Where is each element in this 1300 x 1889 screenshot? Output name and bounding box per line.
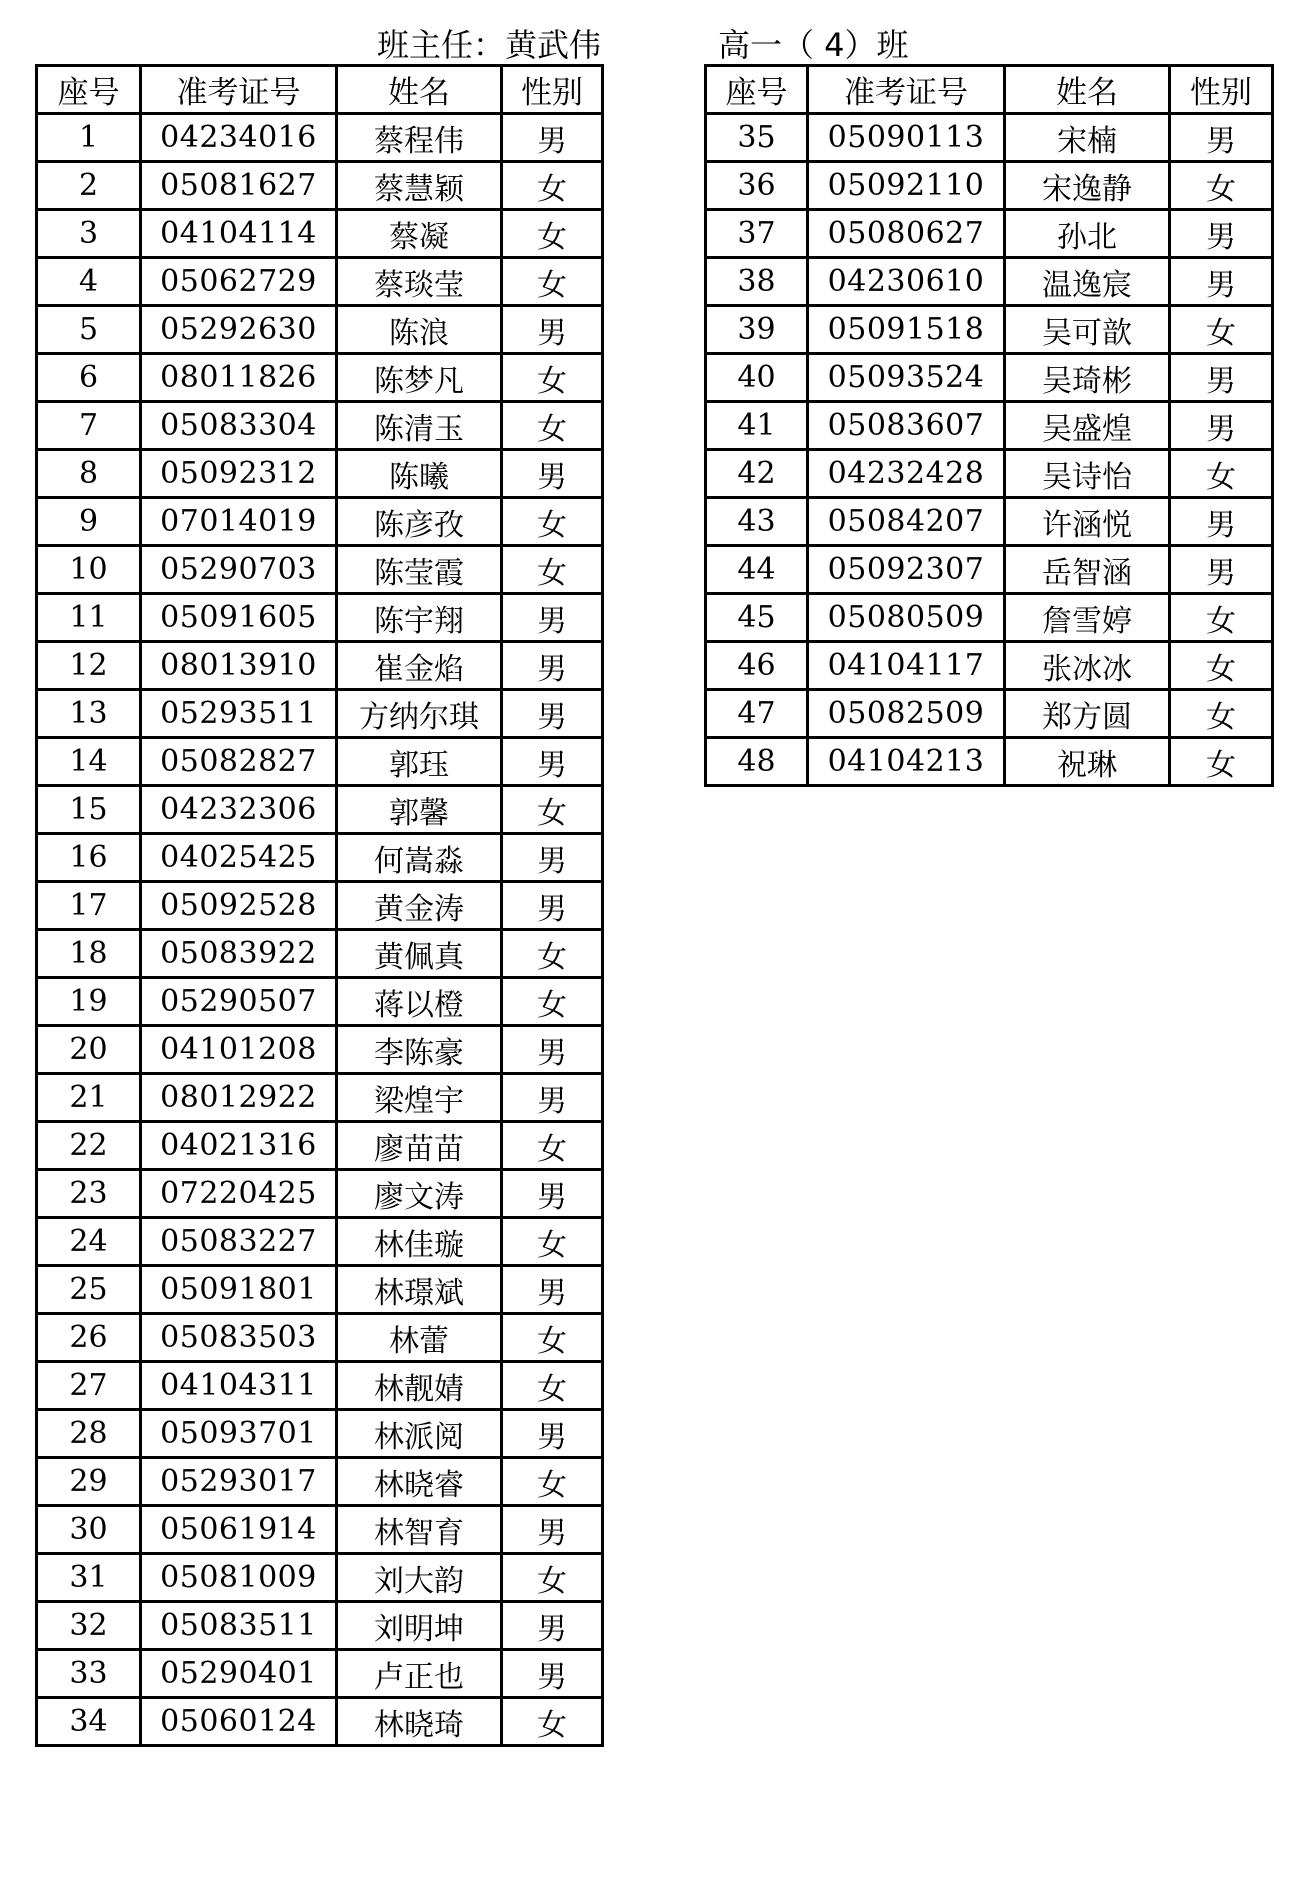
table-row <box>37 1074 603 1122</box>
seat-number-cell: 44 <box>706 546 808 594</box>
student-name-cell: 宋楠 <box>1005 114 1170 162</box>
table-row <box>706 306 1273 354</box>
exam-id-cell: 05083922 <box>141 930 337 978</box>
student-name-cell: 祝琳 <box>1005 738 1170 786</box>
student-name-cell: 梁煌宇 <box>337 1074 502 1122</box>
gender-cell: 男 <box>502 1410 603 1458</box>
student-name-cell: 张冰冰 <box>1005 642 1170 690</box>
gender-cell: 女 <box>502 498 603 546</box>
student-name-cell: 陈梦凡 <box>337 354 502 402</box>
student-name-cell: 吴可歆 <box>1005 306 1170 354</box>
table-row <box>37 498 603 546</box>
seat-number-cell: 16 <box>37 834 141 882</box>
gender-cell: 男 <box>502 882 603 930</box>
exam-id-cell: 04104311 <box>141 1362 337 1410</box>
student-name-cell: 陈莹霞 <box>337 546 502 594</box>
table-row <box>37 258 603 306</box>
student-name-cell: 林智育 <box>337 1506 502 1554</box>
gender-cell: 女 <box>502 1554 603 1602</box>
exam-id-cell: 05082827 <box>141 738 337 786</box>
seat-number-cell: 25 <box>37 1266 141 1314</box>
gender-cell: 女 <box>1170 738 1273 786</box>
student-name-cell: 陈曦 <box>337 450 502 498</box>
exam-id-cell: 05084207 <box>808 498 1005 546</box>
student-name-cell: 林派阅 <box>337 1410 502 1458</box>
gender-cell: 男 <box>502 690 603 738</box>
table-row <box>37 1026 603 1074</box>
column-header-seat: 座号 <box>706 66 808 114</box>
gender-cell: 女 <box>1170 162 1273 210</box>
student-name-cell: 孙北 <box>1005 210 1170 258</box>
table-row <box>706 594 1273 642</box>
gender-cell: 男 <box>1170 546 1273 594</box>
gender-cell: 女 <box>502 210 603 258</box>
gender-cell: 女 <box>1170 690 1273 738</box>
table-row <box>706 642 1273 690</box>
seat-number-cell: 46 <box>706 642 808 690</box>
gender-cell: 男 <box>502 834 603 882</box>
seat-number-cell: 19 <box>37 978 141 1026</box>
exam-id-cell: 05293017 <box>141 1458 337 1506</box>
roster-body-left <box>37 114 603 1746</box>
table-row <box>706 498 1273 546</box>
table-row <box>706 354 1273 402</box>
gender-cell: 女 <box>502 1698 603 1746</box>
student-name-cell: 郭珏 <box>337 738 502 786</box>
seat-number-cell: 18 <box>37 930 141 978</box>
seat-number-cell: 26 <box>37 1314 141 1362</box>
exam-id-cell: 05083227 <box>141 1218 337 1266</box>
exam-id-cell: 05093524 <box>808 354 1005 402</box>
gender-cell: 男 <box>502 1170 603 1218</box>
exam-id-cell: 08011826 <box>141 354 337 402</box>
exam-id-cell: 05092110 <box>808 162 1005 210</box>
exam-id-cell: 05081627 <box>141 162 337 210</box>
exam-id-cell: 05083511 <box>141 1602 337 1650</box>
table-row <box>37 114 603 162</box>
table-row <box>706 402 1273 450</box>
student-name-cell: 陈清玉 <box>337 402 502 450</box>
seat-number-cell: 27 <box>37 1362 141 1410</box>
exam-id-cell: 04104114 <box>141 210 337 258</box>
table-header-row <box>37 66 603 114</box>
seat-number-cell: 8 <box>37 450 141 498</box>
student-name-cell: 李陈豪 <box>337 1026 502 1074</box>
seat-number-cell: 29 <box>37 1458 141 1506</box>
seat-number-cell: 5 <box>37 306 141 354</box>
exam-id-cell: 04234016 <box>141 114 337 162</box>
exam-id-cell: 04025425 <box>141 834 337 882</box>
exam-id-cell: 08013910 <box>141 642 337 690</box>
seat-number-cell: 11 <box>37 594 141 642</box>
table-row <box>37 210 603 258</box>
gender-cell: 女 <box>502 786 603 834</box>
exam-id-cell: 05292630 <box>141 306 337 354</box>
gender-cell: 女 <box>502 1362 603 1410</box>
gender-cell: 女 <box>502 162 603 210</box>
seat-number-cell: 1 <box>37 114 141 162</box>
table-header-row <box>706 66 1273 114</box>
gender-cell: 女 <box>502 258 603 306</box>
student-name-cell: 林靓婧 <box>337 1362 502 1410</box>
student-name-cell: 许涵悦 <box>1005 498 1170 546</box>
table-row <box>37 162 603 210</box>
student-name-cell: 林佳璇 <box>337 1218 502 1266</box>
table-row <box>37 1170 603 1218</box>
table-row <box>37 834 603 882</box>
gender-cell: 女 <box>1170 450 1273 498</box>
student-name-cell: 宋逸静 <box>1005 162 1170 210</box>
table-row <box>37 450 603 498</box>
exam-id-cell: 05083304 <box>141 402 337 450</box>
seat-number-cell: 7 <box>37 402 141 450</box>
column-header-gender: 性别 <box>502 66 603 114</box>
student-name-cell: 陈彦孜 <box>337 498 502 546</box>
gender-cell: 女 <box>502 1218 603 1266</box>
exam-id-cell: 05290507 <box>141 978 337 1026</box>
student-name-cell: 林璟斌 <box>337 1266 502 1314</box>
seat-number-cell: 48 <box>706 738 808 786</box>
seat-number-cell: 38 <box>706 258 808 306</box>
seat-number-cell: 32 <box>37 1602 141 1650</box>
gender-cell: 男 <box>502 306 603 354</box>
table-row <box>706 258 1273 306</box>
table-row <box>37 1458 603 1506</box>
seat-number-cell: 37 <box>706 210 808 258</box>
seat-number-cell: 43 <box>706 498 808 546</box>
table-row <box>37 306 603 354</box>
gender-cell: 女 <box>502 1314 603 1362</box>
table-row <box>37 402 603 450</box>
gender-cell: 男 <box>502 1266 603 1314</box>
table-row <box>37 786 603 834</box>
seat-number-cell: 2 <box>37 162 141 210</box>
gender-cell: 男 <box>502 1026 603 1074</box>
table-row <box>706 210 1273 258</box>
seat-number-cell: 12 <box>37 642 141 690</box>
seat-number-cell: 28 <box>37 1410 141 1458</box>
student-name-cell: 郑方圆 <box>1005 690 1170 738</box>
student-name-cell: 岳智涵 <box>1005 546 1170 594</box>
exam-id-cell: 04021316 <box>141 1122 337 1170</box>
seat-number-cell: 24 <box>37 1218 141 1266</box>
exam-id-cell: 04232306 <box>141 786 337 834</box>
seat-number-cell: 47 <box>706 690 808 738</box>
gender-cell: 女 <box>502 978 603 1026</box>
student-name-cell: 卢正也 <box>337 1650 502 1698</box>
exam-id-cell: 05290401 <box>141 1650 337 1698</box>
seat-number-cell: 13 <box>37 690 141 738</box>
table-row <box>706 690 1273 738</box>
exam-id-cell: 04104117 <box>808 642 1005 690</box>
gender-cell: 女 <box>502 930 603 978</box>
exam-id-cell: 07220425 <box>141 1170 337 1218</box>
exam-id-cell: 05082509 <box>808 690 1005 738</box>
seat-number-cell: 30 <box>37 1506 141 1554</box>
table-row <box>706 450 1273 498</box>
student-name-cell: 蔡凝 <box>337 210 502 258</box>
student-name-cell: 方纳尔琪 <box>337 690 502 738</box>
gender-cell: 男 <box>1170 402 1273 450</box>
gender-cell: 女 <box>502 1458 603 1506</box>
exam-id-cell: 04104213 <box>808 738 1005 786</box>
exam-id-cell: 05092528 <box>141 882 337 930</box>
exam-id-cell: 05092307 <box>808 546 1005 594</box>
exam-id-cell: 05080509 <box>808 594 1005 642</box>
gender-cell: 女 <box>1170 642 1273 690</box>
gender-cell: 男 <box>1170 498 1273 546</box>
gender-cell: 男 <box>502 450 603 498</box>
seat-number-cell: 33 <box>37 1650 141 1698</box>
seat-number-cell: 42 <box>706 450 808 498</box>
student-name-cell: 林蕾 <box>337 1314 502 1362</box>
table-row <box>706 114 1273 162</box>
table-row <box>37 1554 603 1602</box>
student-name-cell: 吴诗怡 <box>1005 450 1170 498</box>
gender-cell: 男 <box>502 1506 603 1554</box>
seat-number-cell: 6 <box>37 354 141 402</box>
seat-number-cell: 40 <box>706 354 808 402</box>
exam-id-cell: 05093701 <box>141 1410 337 1458</box>
gender-cell: 男 <box>502 1602 603 1650</box>
exam-id-cell: 05060124 <box>141 1698 337 1746</box>
student-name-cell: 崔金焰 <box>337 642 502 690</box>
roster-table-left <box>35 64 604 1747</box>
exam-id-cell: 05083503 <box>141 1314 337 1362</box>
exam-id-cell: 04101208 <box>141 1026 337 1074</box>
student-name-cell: 廖文涛 <box>337 1170 502 1218</box>
exam-id-cell: 04230610 <box>808 258 1005 306</box>
gender-cell: 男 <box>502 1650 603 1698</box>
column-header-name: 姓名 <box>1005 66 1170 114</box>
seat-number-cell: 39 <box>706 306 808 354</box>
table-row <box>37 1314 603 1362</box>
student-name-cell: 郭馨 <box>337 786 502 834</box>
column-header-name: 姓名 <box>337 66 502 114</box>
table-row <box>37 1698 603 1746</box>
table-row <box>37 882 603 930</box>
column-header-exam-id: 准考证号 <box>808 66 1005 114</box>
gender-cell: 男 <box>1170 114 1273 162</box>
homeroom-teacher-label: 班主任：黄武伟 <box>377 26 602 64</box>
student-name-cell: 吴盛煌 <box>1005 402 1170 450</box>
table-row <box>37 930 603 978</box>
seat-number-cell: 3 <box>37 210 141 258</box>
exam-id-cell: 04232428 <box>808 450 1005 498</box>
table-row <box>706 546 1273 594</box>
exam-id-cell: 05090113 <box>808 114 1005 162</box>
student-name-cell: 吴琦彬 <box>1005 354 1170 402</box>
exam-id-cell: 07014019 <box>141 498 337 546</box>
class-name-label: 高一（ 4）班 <box>718 26 909 64</box>
table-row <box>37 1266 603 1314</box>
gender-cell: 男 <box>502 594 603 642</box>
table-row <box>37 642 603 690</box>
seat-number-cell: 23 <box>37 1170 141 1218</box>
gender-cell: 男 <box>502 642 603 690</box>
student-name-cell: 黄金涛 <box>337 882 502 930</box>
table-row <box>37 978 603 1026</box>
gender-cell: 女 <box>502 1122 603 1170</box>
seat-number-cell: 21 <box>37 1074 141 1122</box>
table-row <box>37 1218 603 1266</box>
student-name-cell: 蔡慧颖 <box>337 162 502 210</box>
table-row <box>37 1506 603 1554</box>
gender-cell: 女 <box>502 402 603 450</box>
gender-cell: 男 <box>502 114 603 162</box>
student-name-cell: 刘大韵 <box>337 1554 502 1602</box>
table-row <box>706 738 1273 786</box>
seat-number-cell: 34 <box>37 1698 141 1746</box>
student-name-cell: 詹雪婷 <box>1005 594 1170 642</box>
table-row <box>37 1122 603 1170</box>
exam-id-cell: 05061914 <box>141 1506 337 1554</box>
seat-number-cell: 20 <box>37 1026 141 1074</box>
roster-table-right <box>704 64 1274 787</box>
exam-id-cell: 05081009 <box>141 1554 337 1602</box>
exam-id-cell: 05293511 <box>141 690 337 738</box>
student-name-cell: 陈宇翔 <box>337 594 502 642</box>
seat-number-cell: 14 <box>37 738 141 786</box>
seat-number-cell: 4 <box>37 258 141 306</box>
gender-cell: 女 <box>1170 306 1273 354</box>
table-row <box>37 354 603 402</box>
gender-cell: 男 <box>1170 210 1273 258</box>
table-row <box>37 594 603 642</box>
student-name-cell: 黄佩真 <box>337 930 502 978</box>
student-name-cell: 蔡琰莹 <box>337 258 502 306</box>
seat-number-cell: 36 <box>706 162 808 210</box>
student-name-cell: 何嵩淼 <box>337 834 502 882</box>
roster-body-right <box>706 114 1273 786</box>
table-row <box>37 1650 603 1698</box>
seat-number-cell: 41 <box>706 402 808 450</box>
exam-id-cell: 08012922 <box>141 1074 337 1122</box>
gender-cell: 男 <box>502 1074 603 1122</box>
student-name-cell: 蔡程伟 <box>337 114 502 162</box>
gender-cell: 男 <box>502 738 603 786</box>
column-header-exam-id: 准考证号 <box>141 66 337 114</box>
table-row <box>37 1410 603 1458</box>
student-name-cell: 蒋以橙 <box>337 978 502 1026</box>
gender-cell: 女 <box>1170 594 1273 642</box>
seat-number-cell: 35 <box>706 114 808 162</box>
table-row <box>37 546 603 594</box>
exam-id-cell: 05080627 <box>808 210 1005 258</box>
exam-id-cell: 05083607 <box>808 402 1005 450</box>
table-row <box>37 1362 603 1410</box>
seat-number-cell: 22 <box>37 1122 141 1170</box>
student-name-cell: 廖苗苗 <box>337 1122 502 1170</box>
seat-number-cell: 15 <box>37 786 141 834</box>
gender-cell: 女 <box>502 354 603 402</box>
exam-id-cell: 05091518 <box>808 306 1005 354</box>
seat-number-cell: 10 <box>37 546 141 594</box>
seat-number-cell: 31 <box>37 1554 141 1602</box>
student-name-cell: 陈浪 <box>337 306 502 354</box>
table-row <box>37 690 603 738</box>
exam-id-cell: 05092312 <box>141 450 337 498</box>
column-header-gender: 性别 <box>1170 66 1273 114</box>
exam-id-cell: 05091801 <box>141 1266 337 1314</box>
gender-cell: 女 <box>502 546 603 594</box>
exam-id-cell: 05062729 <box>141 258 337 306</box>
student-name-cell: 林晓睿 <box>337 1458 502 1506</box>
student-name-cell: 温逸宸 <box>1005 258 1170 306</box>
seat-number-cell: 45 <box>706 594 808 642</box>
table-row <box>706 162 1273 210</box>
seat-number-cell: 17 <box>37 882 141 930</box>
table-row <box>37 1602 603 1650</box>
gender-cell: 男 <box>1170 258 1273 306</box>
exam-id-cell: 05091605 <box>141 594 337 642</box>
column-header-seat: 座号 <box>37 66 141 114</box>
student-name-cell: 刘明坤 <box>337 1602 502 1650</box>
exam-id-cell: 05290703 <box>141 546 337 594</box>
seat-number-cell: 9 <box>37 498 141 546</box>
table-row <box>37 738 603 786</box>
page-header <box>0 16 1300 66</box>
gender-cell: 男 <box>1170 354 1273 402</box>
student-name-cell: 林晓琦 <box>337 1698 502 1746</box>
